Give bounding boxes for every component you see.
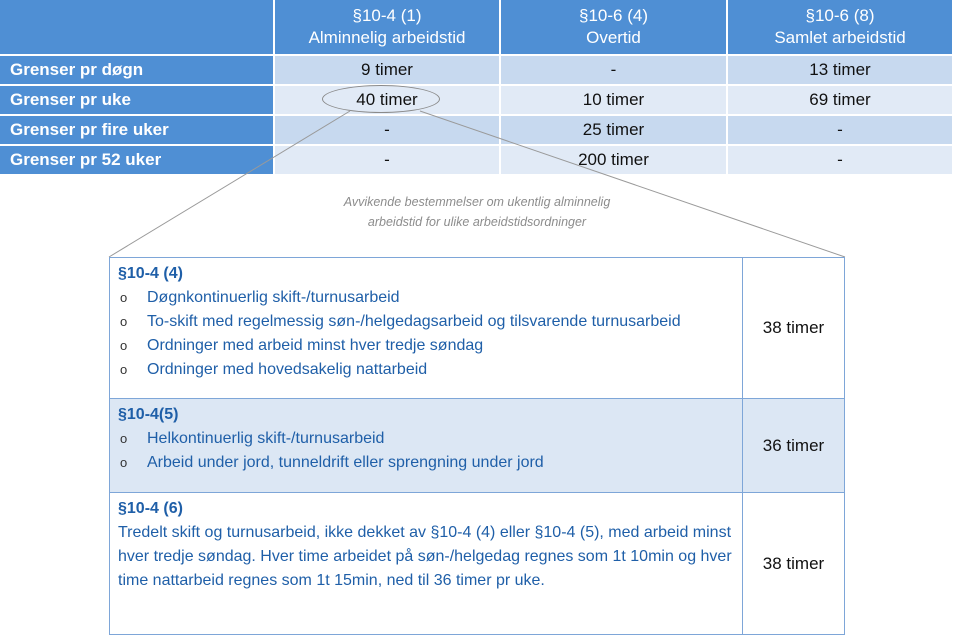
table-cell-highlighted: 40 timer: [274, 85, 500, 115]
circle-bullet-icon: o: [120, 338, 128, 353]
list-item-text: To-skift med regelmessig søn-/helgedagsarbeid og tilsvarende turnusarbeid: [147, 313, 681, 330]
detail-row-10-4-4: [110, 258, 844, 399]
circle-bullet-icon: o: [120, 431, 128, 446]
list-item: [118, 310, 734, 334]
detail-caption: [300, 192, 654, 232]
bullet-list: [118, 427, 734, 475]
list-item-text: Helkontinuerlig skift-/turnusarbeid: [147, 430, 385, 447]
detail-value: 38 timer: [762, 553, 825, 573]
connector-line-left: [109, 111, 350, 257]
section-title: §10-4(5): [118, 406, 179, 423]
list-item-text: Døgnkontinuerlig skift-/turnusarbeid: [147, 289, 400, 306]
column-header-line2: Overtid: [586, 28, 641, 47]
table-cell: -: [500, 55, 727, 85]
column-header-line1: §10-6 (8): [805, 6, 875, 25]
circle-bullet-icon: o: [120, 455, 128, 470]
table-cell: 200 timer: [500, 145, 727, 175]
detail-value: 38 timer: [762, 318, 825, 337]
row-label-fire-uker: Grenser pr fire uker: [0, 115, 274, 145]
section-title: §10-4 (4): [118, 265, 183, 282]
list-item-text: Ordninger med hovedsakelig nattarbeid: [147, 361, 428, 378]
table-cell: -: [274, 115, 500, 145]
detail-description: [110, 399, 743, 492]
bullet-list: [118, 286, 734, 382]
circle-bullet-icon: o: [120, 362, 128, 377]
list-item: [118, 427, 734, 451]
table-cell: 69 timer: [727, 85, 953, 115]
list-item-text: Arbeid under jord, tunneldrift eller sprengning under jord: [147, 454, 544, 471]
list-item: [118, 286, 734, 310]
column-header-line1: §10-4 (1): [352, 6, 422, 25]
detail-description: [110, 258, 743, 398]
circle-bullet-icon: o: [120, 290, 128, 305]
detail-table: [109, 257, 845, 635]
detail-value: 36 timer: [762, 435, 825, 455]
caption-line: arbeidstid for ulike arbeidstidsordninger: [367, 215, 587, 229]
table-cell: -: [727, 145, 953, 175]
list-item: [118, 451, 734, 475]
caption-line: Avvikende bestemmelser om ukentlig alminnelig: [343, 195, 611, 209]
table-cell: -: [274, 145, 500, 175]
table-cell: 9 timer: [274, 55, 500, 85]
table-cell: 25 timer: [500, 115, 727, 145]
list-item-text: Ordninger med arbeid minst hver tredje søndag: [147, 337, 484, 354]
detail-description: [110, 493, 743, 634]
circle-bullet-icon: o: [120, 314, 128, 329]
column-header-line2: Samlet arbeidstid: [774, 28, 906, 47]
column-header-line2: Alminnelig arbeidstid: [308, 28, 466, 47]
row-label-52-uker: Grenser pr 52 uker: [0, 145, 274, 175]
list-item: [118, 358, 734, 382]
row-label-dogn: Grenser pr døgn: [0, 55, 274, 85]
table-cell: 13 timer: [727, 55, 953, 85]
detail-row-10-4-5: [110, 399, 844, 493]
section-title: §10-4 (6): [118, 500, 183, 517]
detail-row-10-4-6: [110, 493, 844, 634]
table-cell: 10 timer: [500, 85, 727, 115]
row-label-uke: Grenser pr uke: [0, 85, 274, 115]
section-paragraph: Tredelt skift og turnusarbeid, ikke dekket av §10-4 (4) eller §10-4 (5), med arbeid minst hver tredje søndag. Hver time arbeidet på søn-/helgedag regnes som 1t 10min og hver time nattarbeid regnes som 1t 15min, ned til 36 timer pr uke.: [118, 524, 732, 589]
connector-line-right: [420, 111, 845, 257]
list-item: [118, 334, 734, 358]
table-cell: -: [727, 115, 953, 145]
column-header-line1: §10-6 (4): [579, 6, 648, 25]
